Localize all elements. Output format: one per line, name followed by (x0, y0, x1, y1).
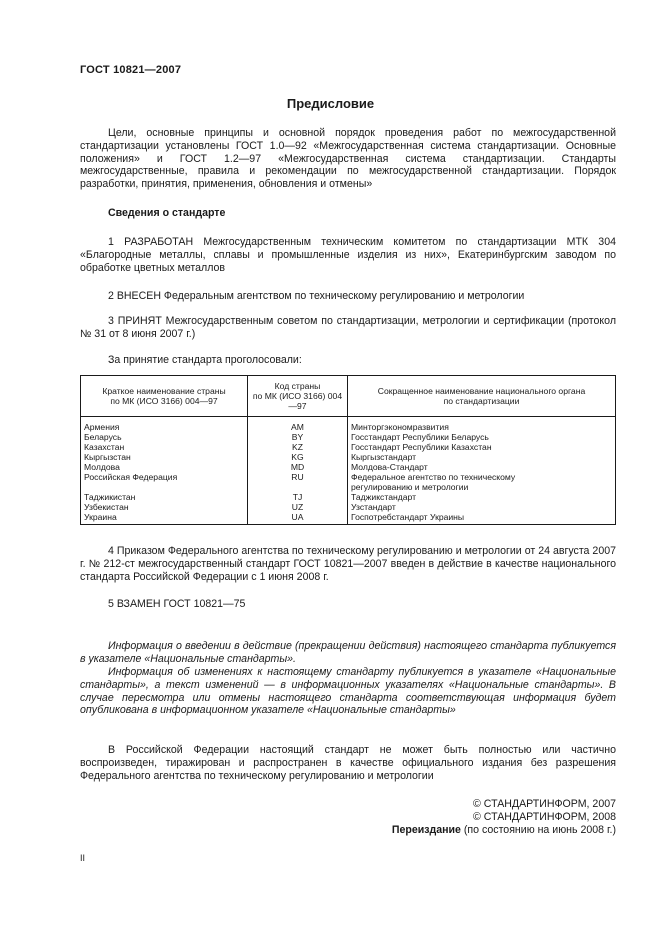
table-row (81, 442, 616, 452)
body-cell: Минторгэкономразвития (348, 417, 616, 433)
code-cell: UZ (248, 502, 348, 512)
voting-table-header (81, 376, 616, 417)
info-heading: Сведения о стандарте (108, 207, 226, 219)
body-cell: Таджикстандарт (348, 492, 616, 502)
notice-introduction: Информация о введении в действие (прекращении действия) настоящего стандарта публикуется в указателе «Национальные стандарты». (80, 640, 616, 665)
notice-changes: Информация об изменениях к настоящему стандарту публикуется в указателе «Национальные стандарты», а текст изменений — в информационных указателях «Национальные стандарты». В случае пересмотра или отмены настоящего стандарта соответствующая информация будет опубликована в информационном указателе «Национальные стандарты» (80, 666, 616, 717)
intro-paragraph: Цели, основные принципы и основной порядок проведения работ по межгосударственной стандартизации установлены ГОСТ 1.0—92 «Межгосударственная система стандартизации. Основные положения» и ГОСТ 1.2—97 «Межгосударственная система стандартизации. Стандарты межгосударственные, правила и рекомендации по межгосударственной стандартизации. Порядок разработки, принятия, применения, обновления и отмены» (80, 127, 616, 191)
body-cell: Федеральное агентство по техническому регулированию и метрологии (348, 472, 616, 492)
table-row (81, 512, 616, 525)
copyright-2007: © СТАНДАРТИНФОРМ, 2007 (473, 798, 616, 810)
code-cell: UA (248, 512, 348, 525)
body-cell: Кыргызстандарт (348, 452, 616, 462)
item-2-introduced: 2 ВНЕСЕН Федеральным агентством по техническому регулированию и метрологии (108, 290, 525, 302)
header-code: Код страны по МК (ИСО 3166) 004—97 (248, 376, 348, 417)
code-cell: BY (248, 432, 348, 442)
code-cell: KG (248, 452, 348, 462)
header-country: Краткое наименование страны по МК (ИСО 3166) 004—97 (81, 376, 248, 417)
body-cell: Госстандарт Республики Беларусь (348, 432, 616, 442)
item-3-adopted: 3 ПРИНЯТ Межгосударственным советом по стандартизации, метрологии и сертификации (протокол № 31 от 8 июня 2007 г.) (80, 315, 616, 340)
table-row (81, 492, 616, 502)
item-4-order: 4 Приказом Федерального агентства по техническому регулированию и метрологии от 24 августа 2007 г. № 212-ст межгосударственный стандарт ГОСТ 10821—2007 введен в действие в качестве национального стандарта Российской Федерации с 1 июня 2008 г. (80, 545, 616, 583)
country-cell: Молдова (81, 462, 248, 472)
header-body: Сокращенное наименование национального органа по стандартизации (348, 376, 616, 417)
code-cell: TJ (248, 492, 348, 502)
table-row (81, 432, 616, 442)
vote-intro: За принятие стандарта проголосовали: (108, 354, 302, 366)
code-cell: AM (248, 417, 348, 433)
country-cell: Российская Федерация (81, 472, 248, 492)
country-cell: Казахстан (81, 442, 248, 452)
code-cell: KZ (248, 442, 348, 452)
reissue-line: Переиздание (по состоянию на июнь 2008 г.) (391, 824, 616, 836)
page-number: II (80, 853, 86, 863)
table-row (81, 472, 616, 492)
voting-table (80, 375, 616, 525)
table-row (81, 417, 616, 433)
copyright-2008: © СТАНДАРТИНФОРМ, 2008 (473, 811, 616, 823)
item-1-developed: 1 РАЗРАБОТАН Межгосударственным техническим комитетом по стандартизации МТК 304 «Благородные металлы, сплавы и промышленные изделия из них», Екатеринбургским заводом по обработке цветных металлов (80, 236, 616, 274)
table-row (81, 452, 616, 462)
page-title: Предисловие (286, 96, 375, 111)
code-cell: RU (248, 472, 348, 492)
country-cell: Беларусь (81, 432, 248, 442)
country-cell: Кыргызстан (81, 452, 248, 462)
country-cell: Армения (81, 417, 248, 433)
country-cell: Украина (81, 512, 248, 525)
body-cell: Госпотребстандарт Украины (348, 512, 616, 525)
table-row (81, 462, 616, 472)
body-cell: Узстандарт (348, 502, 616, 512)
body-cell: Госстандарт Республики Казахстан (348, 442, 616, 452)
legal-notice: В Российской Федерации настоящий стандарт не может быть полностью или частично воспроизведен, тиражирован и распространен в качестве официального издания без разрешения Федерального агентства по техническому регулированию и метрологии (80, 744, 616, 782)
table-row (81, 502, 616, 512)
document-code: ГОСТ 10821—2007 (80, 64, 182, 76)
country-cell: Узбекистан (81, 502, 248, 512)
body-cell: Молдова-Стандарт (348, 462, 616, 472)
code-cell: MD (248, 462, 348, 472)
country-cell: Таджикистан (81, 492, 248, 502)
item-5-replaces: 5 ВЗАМЕН ГОСТ 10821—75 (108, 598, 246, 610)
copyright-block (392, 798, 616, 837)
